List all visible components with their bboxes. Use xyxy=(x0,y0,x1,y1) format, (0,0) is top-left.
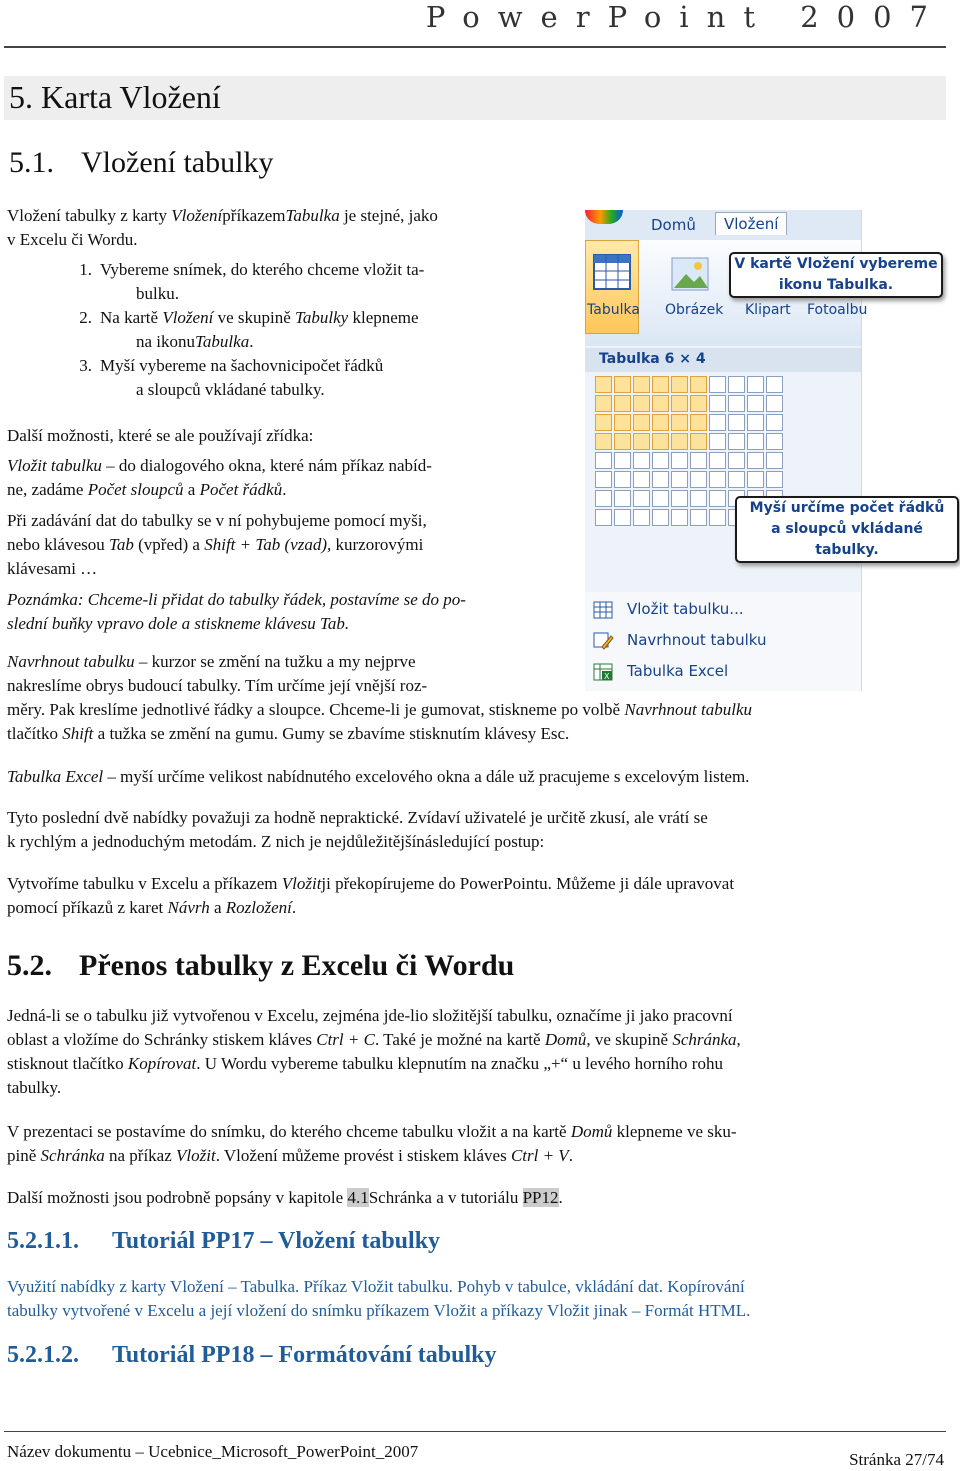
callout-grid-selection: Myší určíme počet řádků a sloupců vkládané tabulky. xyxy=(735,496,959,563)
grid-cell[interactable] xyxy=(595,395,612,412)
chapter-heading: 5. Karta Vložení xyxy=(9,79,221,115)
pencil-icon xyxy=(593,632,613,650)
grid-cell[interactable] xyxy=(652,509,669,526)
tutorial-link[interactable]: PP12 xyxy=(522,1188,559,1207)
grid-cell[interactable] xyxy=(766,395,783,412)
intro-paragraph: Vložení tabulky z karty VloženípříkazemTabulka je stejné, jako v Excelu či Wordu. xyxy=(7,206,438,249)
grid-cell[interactable] xyxy=(633,395,650,412)
tutorial-heading-pp18: 5.2.1.2. Tutoriál PP18 – Formátování tabulky xyxy=(7,1342,497,1368)
grid-cell[interactable] xyxy=(709,452,726,469)
photo-album-button[interactable]: Fotoalbu xyxy=(807,302,868,318)
tab-insert[interactable]: Vložení xyxy=(715,212,787,235)
note-paragraph: Poznámka: Chceme-li přidat do tabulky řádek, postavíme se do po- slední buňky vpravo dole a stiskneme klávesu Tab. xyxy=(7,590,466,633)
grid-cell[interactable] xyxy=(595,376,612,393)
picture-icon xyxy=(670,256,710,292)
grid-cell[interactable] xyxy=(595,490,612,507)
grid-cell[interactable] xyxy=(690,376,707,393)
grid-cell[interactable] xyxy=(728,376,745,393)
grid-cell[interactable] xyxy=(709,509,726,526)
grid-cell[interactable] xyxy=(633,433,650,450)
grid-cell[interactable] xyxy=(614,471,631,488)
section-number: 5.1. xyxy=(9,146,54,179)
grid-cell[interactable] xyxy=(766,433,783,450)
grid-cell[interactable] xyxy=(614,509,631,526)
office-button-icon xyxy=(585,210,623,224)
grid-cell[interactable] xyxy=(595,509,612,526)
svg-text:X: X xyxy=(604,671,610,681)
footer-rule xyxy=(4,1431,946,1432)
grid-cell[interactable] xyxy=(709,395,726,412)
grid-cell[interactable] xyxy=(595,452,612,469)
grid-cell[interactable] xyxy=(690,395,707,412)
grid-cell[interactable] xyxy=(747,376,764,393)
paragraph-data-entry: Při zadávání dat do tabulky se v ní pohybujeme pomocí myši, nebo klávesou Tab (vpřed) a Shift + Tab (vzad), kurzorovými klávesami … xyxy=(7,511,427,578)
grid-cell[interactable] xyxy=(747,414,764,431)
grid-cell[interactable] xyxy=(652,471,669,488)
menu-item-draw-table[interactable]: Navrhnout tabulku xyxy=(593,631,767,650)
menu-item-insert-table[interactable]: Vložit tabulku... xyxy=(593,600,744,619)
paragraph-paste-in-presentation: V prezentaci se postavíme do snímku, do kterého chceme tabulku vložit a na kartě Domů klepneme ve sku- pině Schránka na příkaz Vložit. Vložení můžeme provést i stiskem kláves Ctrl + V. xyxy=(7,1122,737,1165)
paragraph-copy-from-excel: Jedná-li se o tabulku již vytvořenou v Excelu, zejména jde-lio složitější tabulku, označíme ji jako pracovní oblast a vložíme do Schránky stiskem kláves Ctrl + C. Také je možné na kartě Domů, ve skupině Schránka, stisknout tlačítko Kopírovat. U Wordu vybereme tabulku klepnutím na značku „+“ u levého horního rohu tabulky. xyxy=(7,1006,741,1097)
grid-cell[interactable] xyxy=(614,433,631,450)
grid-cell[interactable] xyxy=(728,433,745,450)
grid-cell[interactable] xyxy=(709,376,726,393)
chapter-link[interactable]: 4.1 xyxy=(347,1188,369,1207)
grid-cell[interactable] xyxy=(728,414,745,431)
footer-document-name: Název dokumentu – Ucebnice_Microsoft_PowerPoint_2007 xyxy=(7,1442,419,1461)
picture-button[interactable]: Obrázek xyxy=(665,302,724,318)
list-item: 2. Na kartě Vložení ve skupině Tabulky klepneme xyxy=(79,308,419,327)
table-grid-icon xyxy=(592,253,632,293)
grid-cell[interactable] xyxy=(633,471,650,488)
grid-cell[interactable] xyxy=(652,433,669,450)
grid-cell[interactable] xyxy=(652,395,669,412)
grid-cell[interactable] xyxy=(728,395,745,412)
grid-cell[interactable] xyxy=(633,490,650,507)
section-heading-5-1 xyxy=(9,146,273,180)
grid-cell[interactable] xyxy=(690,509,707,526)
tutorial-heading-pp17: 5.2.1.1. Tutoriál PP17 – Vložení tabulky xyxy=(7,1228,441,1254)
grid-cell[interactable] xyxy=(595,471,612,488)
header-rule xyxy=(4,46,946,48)
tutorial-pp17-description: Využití nabídky z karty Vložení – Tabulka. Příkaz Vložit tabulku. Pohyb v tabulce, vkládání dat. Kopírování tabulky vytvořené v Excelu a její vložení do snímku příkazem Vložit a příkazy Vložit jinak – Formát HTML. xyxy=(7,1277,751,1320)
paragraph-excel-table: Tabulka Excel – myší určíme velikost nabídnutého excelového okna a dále už pracujeme s excelovým listem. xyxy=(7,767,750,786)
table-grid-header: Tabulka 6 × 4 xyxy=(585,348,861,372)
table-button-label: Tabulka xyxy=(587,302,640,318)
grid-cell[interactable] xyxy=(709,490,726,507)
grid-cell[interactable] xyxy=(633,509,650,526)
excel-icon xyxy=(593,663,613,681)
grid-cell[interactable] xyxy=(614,376,631,393)
grid-cell[interactable] xyxy=(671,471,688,488)
grid-cell[interactable] xyxy=(766,452,783,469)
grid-cell[interactable] xyxy=(690,414,707,431)
table-button[interactable] xyxy=(585,240,639,334)
grid-cell[interactable] xyxy=(633,414,650,431)
paragraph-opinion: Tyto poslední dvě nabídky považuji za hodně nepraktické. Zvídaví uživatelé je určitě zkusí, ale vrátí se k rychlým a jednoduchým metodám. Z nich je nejdůležitějšínásledující postup: xyxy=(7,808,708,851)
insert-table-icon xyxy=(593,601,613,619)
paragraph-other-options: Další možnosti, které se ale používají zřídka: xyxy=(7,426,314,445)
grid-cell[interactable] xyxy=(766,376,783,393)
paragraph-more-info: Další možnosti jsou podrobně popsány v kapitole 4.1Schránka a v tutoriálu PP12. xyxy=(7,1188,563,1207)
grid-cell[interactable] xyxy=(614,490,631,507)
paragraph-insert-table: Vložit tabulku – do dialogového okna, které nám příkaz nabíd- ne, zadáme Počet sloupců a Počet řádků. xyxy=(7,456,432,499)
grid-cell[interactable] xyxy=(671,509,688,526)
grid-cell[interactable] xyxy=(671,490,688,507)
clipart-button[interactable]: Klipart xyxy=(745,302,791,318)
grid-cell[interactable] xyxy=(614,452,631,469)
grid-cell[interactable] xyxy=(690,452,707,469)
grid-cell[interactable] xyxy=(728,452,745,469)
paragraph-draw-table: Navrhnout tabulku – kurzor se změní na tužku a my nejprve nakreslíme obrys budoucí tabulky. Tím určíme její vnější roz- měry. Pak kreslíme jednotlivé řádky a sloupce. Chceme-li je gumovat, stiskneme po volbě Navrhnout tabulku tlačítko Shift a tužka se změní na gumu. Gumy se zbavíme stisknutím klávesy Esc. xyxy=(7,652,753,743)
section-title: Vložení tabulky xyxy=(81,146,274,179)
grid-cell[interactable] xyxy=(633,376,650,393)
tab-home[interactable]: Domů xyxy=(651,216,696,234)
grid-cell[interactable] xyxy=(709,433,726,450)
grid-cell[interactable] xyxy=(652,376,669,393)
menu-item-excel-table[interactable]: X Tabulka Excel xyxy=(593,662,728,681)
ribbon-tab-row xyxy=(585,210,861,240)
grid-cell[interactable] xyxy=(690,471,707,488)
grid-cell[interactable] xyxy=(652,414,669,431)
paragraph-create-in-excel: Vytvoříme tabulku v Excelu a příkazem Vložitji překopírujeme do PowerPointu. Můžeme ji dále upravovat pomocí příkazů z karet Návrh a Rozložení. xyxy=(7,874,735,917)
footer-page-number: Stránka 27/74 xyxy=(849,1450,944,1469)
grid-cell[interactable] xyxy=(728,471,745,488)
grid-cell[interactable] xyxy=(747,395,764,412)
grid-cell[interactable] xyxy=(766,414,783,431)
list-item: 1. Vybereme snímek, do kterého chceme vložit ta- xyxy=(79,260,425,279)
callout-insert-tab: V kartě Vložení vybereme ikonu Tabulka. xyxy=(729,252,943,298)
grid-cell[interactable] xyxy=(671,376,688,393)
grid-cell[interactable] xyxy=(671,452,688,469)
grid-cell[interactable] xyxy=(747,433,764,450)
ribbon-screenshot xyxy=(585,210,945,691)
grid-cell[interactable] xyxy=(671,414,688,431)
grid-cell[interactable] xyxy=(671,433,688,450)
grid-cell[interactable] xyxy=(709,414,726,431)
grid-cell[interactable] xyxy=(766,471,783,488)
section-heading-5-2: 5.2. Přenos tabulky z Excelu či Wordu xyxy=(7,949,515,982)
grid-cell[interactable] xyxy=(652,490,669,507)
table-dropdown-menu xyxy=(585,592,861,691)
grid-cell[interactable] xyxy=(652,452,669,469)
document-header-title: PowerPoint 2007 xyxy=(425,0,946,34)
grid-cell[interactable] xyxy=(671,395,688,412)
grid-cell[interactable] xyxy=(595,414,612,431)
grid-cell[interactable] xyxy=(595,433,612,450)
grid-cell[interactable] xyxy=(690,433,707,450)
steps-list: 1. Vybereme snímek, do kterého chceme vložit ta- bulku. 2. Na kartě Vložení ve skupině Tabulky klepneme na ikonuTabulka. 3. Myší vybereme na šachovnicipočet řádků a sloupců vkládané tabulky. xyxy=(64,258,554,402)
grid-cell[interactable] xyxy=(614,414,631,431)
list-item: 3. Myší vybereme na šachovnicipočet řádků xyxy=(79,356,384,375)
grid-cell[interactable] xyxy=(709,471,726,488)
grid-cell[interactable] xyxy=(614,395,631,412)
grid-cell[interactable] xyxy=(747,452,764,469)
grid-cell[interactable] xyxy=(747,471,764,488)
grid-cell[interactable] xyxy=(690,490,707,507)
grid-cell[interactable] xyxy=(633,452,650,469)
